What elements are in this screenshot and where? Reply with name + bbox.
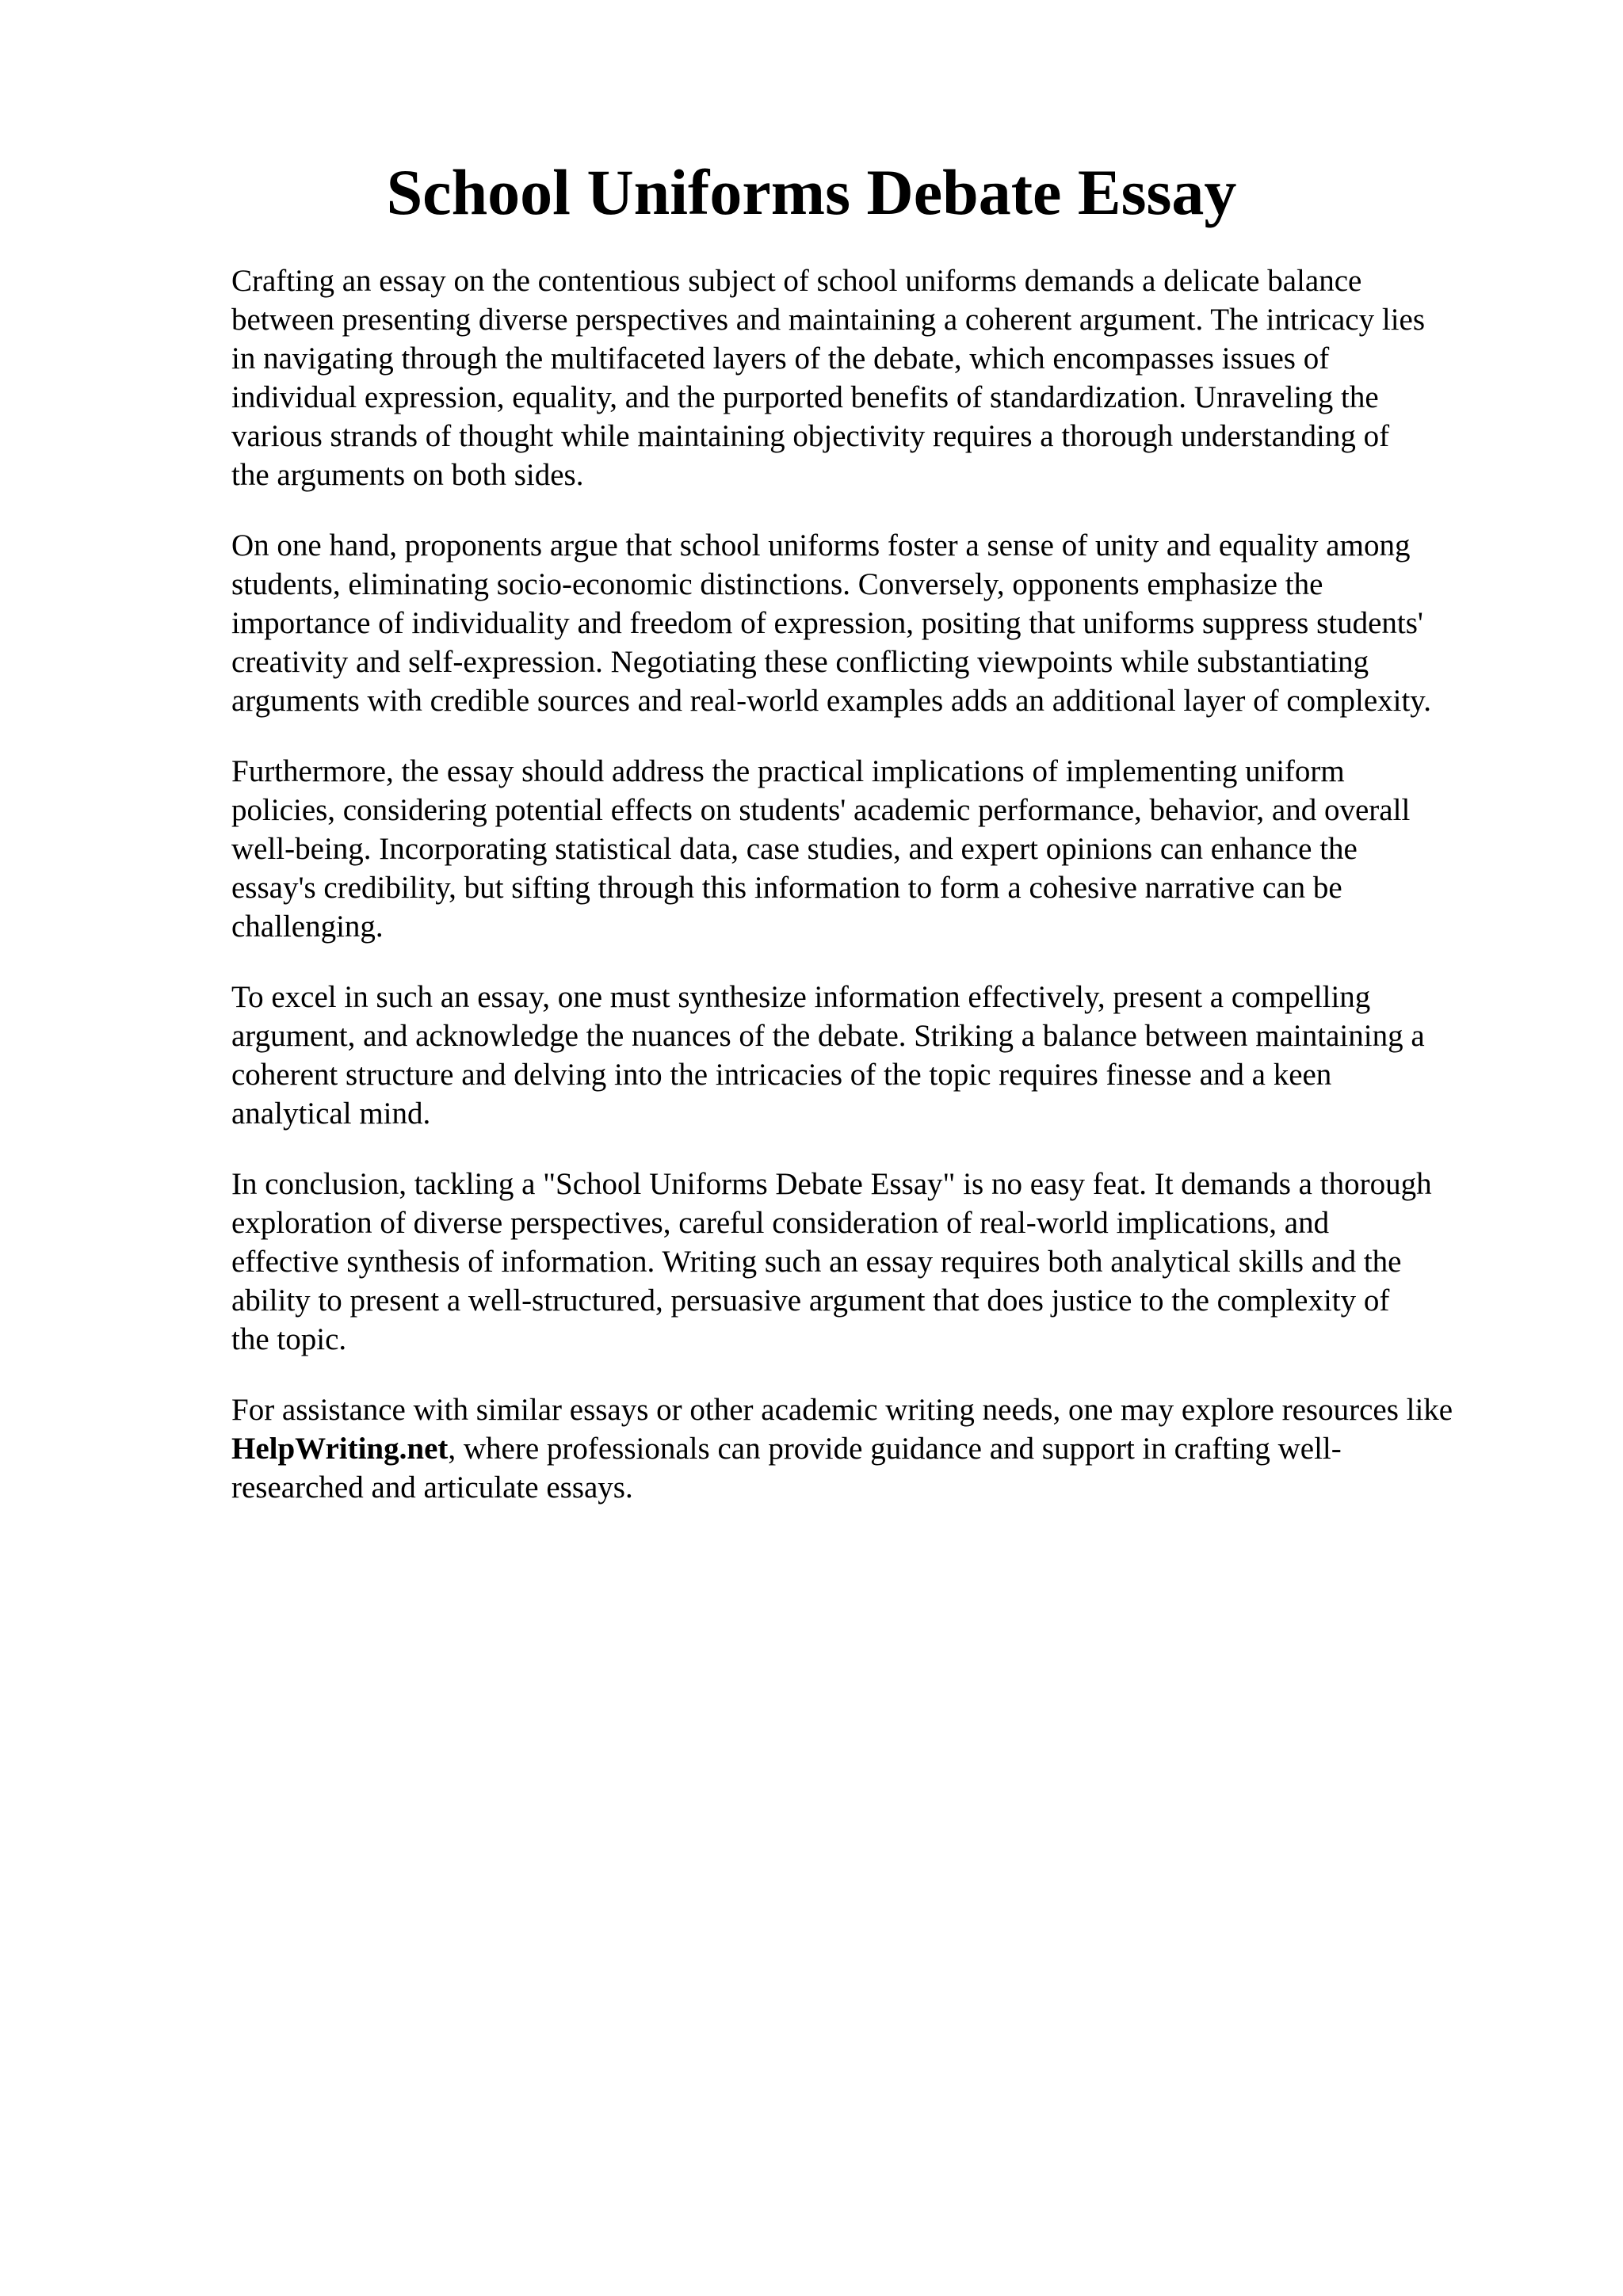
paragraph-line: the topic. xyxy=(231,1322,347,1356)
paragraph-5 xyxy=(231,1165,1563,1359)
paragraph-line: the arguments on both sides. xyxy=(231,458,584,492)
paragraph-line: coherent structure and delving into the intricacies of the topic requires finesse and a keen xyxy=(231,1058,1332,1092)
paragraph-line: analytical mind. xyxy=(231,1097,431,1131)
paragraph-line: exploration of diverse perspectives, careful consideration of real-world implications, and xyxy=(231,1206,1330,1240)
helpwriting-link[interactable]: HelpWriting.net xyxy=(231,1432,449,1466)
paragraph-line: essay's credibility, but sifting through this information to form a cohesive narrative can be xyxy=(231,871,1342,905)
paragraph-line: in navigating through the multifaceted layers of the debate, which encompasses issues of xyxy=(231,341,1330,376)
paragraph-line: between presenting diverse perspectives and maintaining a coherent argument. The intricacy lies xyxy=(231,303,1426,337)
paragraph-line: To excel in such an essay, one must synthesize information effectively, present a compelling xyxy=(231,980,1371,1014)
paragraph-line: argument, and acknowledge the nuances of the debate. Striking a balance between maintaining a xyxy=(231,1019,1425,1053)
paragraph-line: On one hand, proponents argue that school uniforms foster a sense of unity and equality among xyxy=(231,528,1411,563)
closing-paragraph xyxy=(231,1390,1563,1507)
paragraph-line: For assistance with similar essays or other academic writing needs, one may explore resources like xyxy=(231,1393,1453,1427)
paragraph-line: ability to present a well-structured, persuasive argument that does justice to the complexity of xyxy=(231,1283,1390,1318)
paragraph-line: policies, considering potential effects on students' academic performance, behavior, and overall xyxy=(231,793,1411,827)
paragraph-line: students, eliminating socio-economic distinctions. Conversely, opponents emphasize the xyxy=(231,567,1323,601)
paragraph-1 xyxy=(231,261,1563,494)
paragraph-line: arguments with credible sources and real-world examples adds an additional layer of complexity. xyxy=(231,684,1432,718)
paragraph-line: importance of individuality and freedom of expression, positing that uniforms suppress students' xyxy=(231,606,1423,640)
paragraph-line: In conclusion, tackling a "School Uniforms Debate Essay" is no easy feat. It demands a thorough xyxy=(231,1167,1432,1201)
paragraph-4 xyxy=(231,978,1563,1133)
paragraph-line: Furthermore, the essay should address the practical implications of implementing uniform xyxy=(231,754,1345,788)
closing-line-rest: , where professionals can provide guidance and support in crafting well- xyxy=(448,1432,1342,1466)
paragraph-line: researched and articulate essays. xyxy=(231,1470,633,1505)
page-title: School Uniforms Debate Essay xyxy=(386,156,1237,228)
paragraph-2 xyxy=(231,526,1563,720)
paragraph-3 xyxy=(231,752,1563,946)
essay-body xyxy=(231,261,1563,1539)
paragraph-line: well-being. Incorporating statistical data, case studies, and expert opinions can enhance the xyxy=(231,832,1358,866)
paragraph-line: Crafting an essay on the contentious subject of school uniforms demands a delicate balance xyxy=(231,264,1362,298)
paragraph-line: creativity and self-expression. Negotiating these conflicting viewpoints while substantiating xyxy=(231,645,1369,679)
paragraph-line xyxy=(231,1429,1563,1468)
paragraph-line: various strands of thought while maintaining objectivity requires a thorough understanding of xyxy=(231,419,1390,453)
paragraph-line: effective synthesis of information. Writing such an essay requires both analytical skills and the xyxy=(231,1245,1402,1279)
paragraph-line: challenging. xyxy=(231,910,384,944)
paragraph-line: individual expression, equality, and the purported benefits of standardization. Unraveling the xyxy=(231,380,1379,414)
